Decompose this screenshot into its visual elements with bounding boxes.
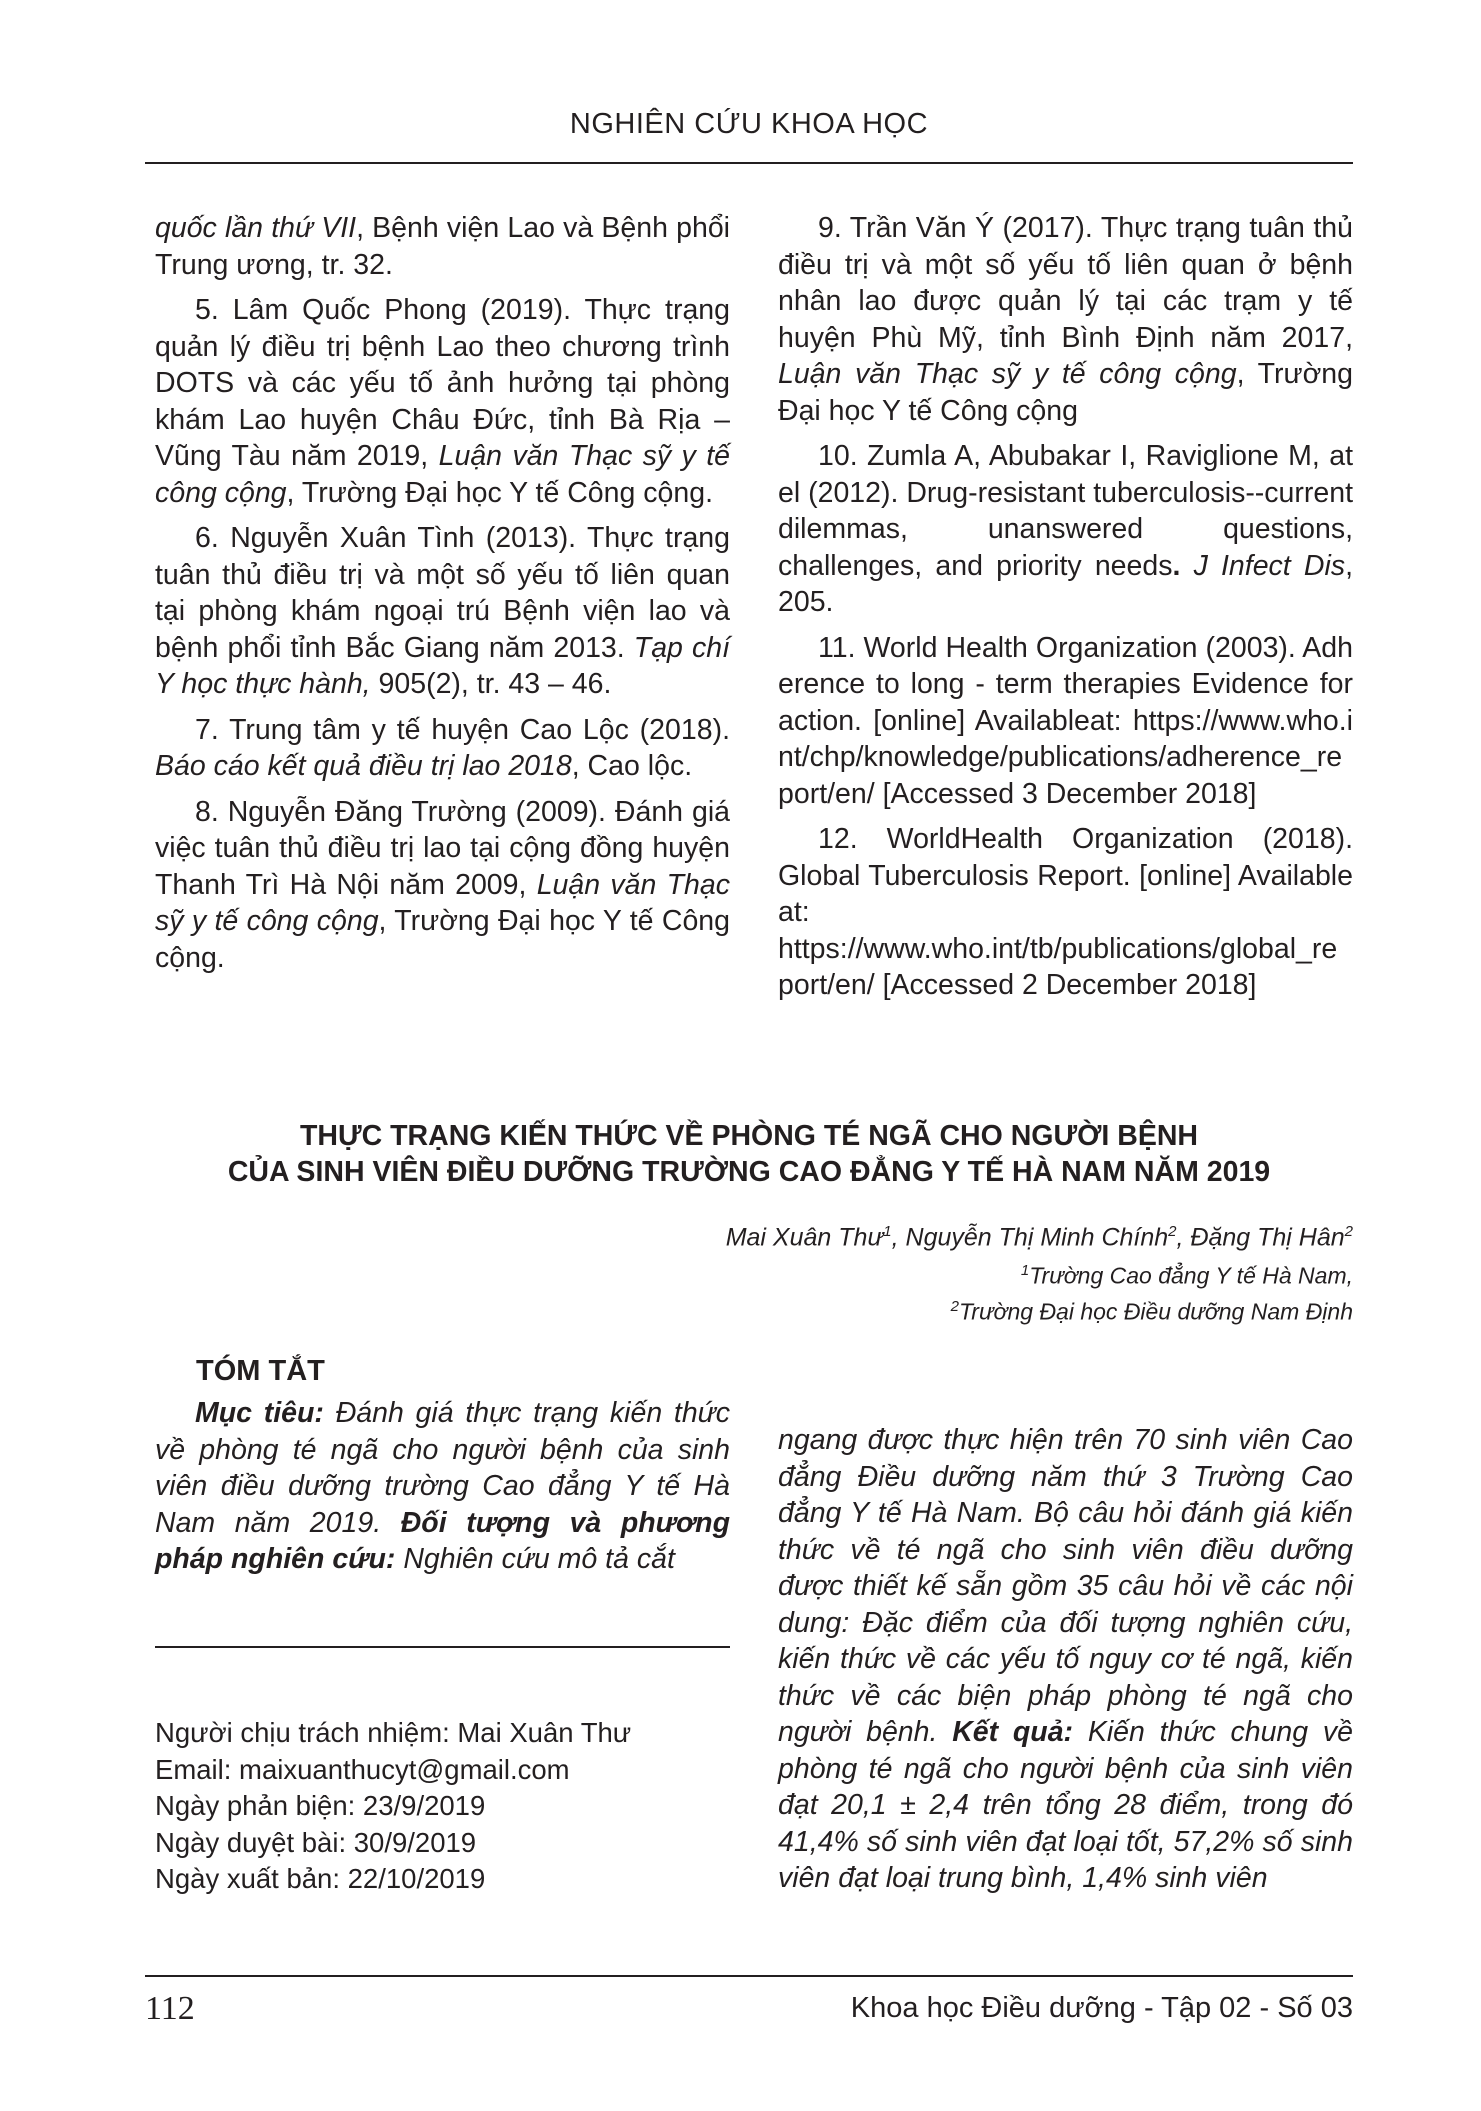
reference-12: 12. WorldHealth Organization (2018). Global Tuberculosis Report. [online] Available at: https://www.who.int/tb/publications/global_report/en/ [Accessed 2 December 2018] xyxy=(778,823,1353,1001)
reference-9: 9. Trần Văn Ý (2017). Thực trạng tuân thủ điều trị và một số yếu tố liên quan ở bệnh nhân lao được quản lý tại các trạm y tế huyện Phù Mỹ, tỉnh Bình Định năm 2017, Luận văn Thạc sỹ y tế công cộng, Trường Đại học Y tế Công cộng xyxy=(778,212,1353,427)
header-rule xyxy=(145,162,1353,164)
results-label: Kết quả: xyxy=(952,1716,1074,1748)
affiliation-2: $^2$Trường Đại học Điều dưỡng Nam Định xyxy=(950,1298,1353,1325)
references-left-column xyxy=(155,210,730,976)
page-number: 112 xyxy=(145,1990,195,2027)
references-right-column xyxy=(778,210,1353,1004)
reference-11: 11. World Health Organization (2003). Adherence to long - term therapies Evidence for action. [online] Availableat: https://www.who.int/chp/knowledge/publications/adherence_report/en/ [Accessed 3 December 2018] xyxy=(778,631,1353,810)
methods-label: Đối tượng và phương pháp nghiên cứu: xyxy=(155,1506,730,1575)
correspondence-block xyxy=(155,1715,631,1898)
abstract-left-column: Mục tiêu: Đánh giá thực trạng kiến thức về phòng té ngã cho người bệnh của sinh viên điều dưỡng trường Cao đẳng Y tế Hà Nam năm 2019. Đối tượng và phương pháp nghiên cứu: Nghiên cứu mô tả cắt xyxy=(155,1397,730,1575)
running-header: NGHIÊN CỨU KHOA HỌC xyxy=(569,108,929,140)
article-title xyxy=(145,1118,1353,1190)
approval-date: Ngày duyệt bài: 30/9/2019 xyxy=(155,1826,477,1858)
reference-4-continuation: quốc lần thứ VII, Bệnh viện Lao và Bệnh phổi Trung ương, tr. 32. xyxy=(155,212,731,281)
publish-date: Ngày xuất bản: 22/10/2019 xyxy=(155,1863,486,1894)
footnote-rule xyxy=(155,1646,730,1648)
reference-10: 10. Zumla A, Abubakar I, Raviglione M, at el (2012). Drug-resistant tuberculosis--current dilemmas, unanswered questions, challenges, and priority needs. J Infect Dis, 205. xyxy=(778,440,1353,618)
article-title-line-2: CỦA SINH VIÊN ĐIỀU DƯỠNG TRƯỜNG CAO ĐẲNG Y TẾ HÀ NAM NĂM 2019 xyxy=(227,1156,1271,1188)
objective-label: Mục tiêu: xyxy=(195,1397,324,1429)
abstract-right-column: ngang được thực hiện trên 70 sinh viên Cao đẳng Điều dưỡng năm thứ 3 Trường Cao đẳng Y tế Hà Nam. Bộ câu hỏi đánh giá kiến thức về té ngã cho sinh viên điều dưỡng được thiết kế sẵn gồm 35 câu hỏi về các nội dung: Đặc điểm của đối tượng nghiên cứu, kiến thức về các yếu tố nguy cơ té ngã, kiến thức về các biện pháp phòng té ngã cho người bệnh. Kết quả: Kiến thức chung về phòng té ngã cho người bệnh của sinh viên đạt 20,1 ± 2,4 trên tổng 28 điểm, trong đó 41,4% số sinh viên đạt loại tốt, 57,2% số sinh viên đạt loại trung bình, 1,4% sinh viên xyxy=(778,1424,1353,1894)
contact-email: Email: maixuanthucyt@gmail.com xyxy=(155,1753,570,1785)
responsible-author: Người chịu trách nhiệm: Mai Xuân Thư xyxy=(155,1717,632,1748)
journal-name: Khoa học Điều dưỡng - Tập 02 - Số 03 xyxy=(850,1992,1353,2024)
reference-5: 5. Lâm Quốc Phong (2019). Thực trạng quản lý điều trị bệnh Lao theo chương trình DOTS và các yếu tố ảnh hưởng tại phòng khám Lao huyện Châu Đức, tỉnh Bà Rịa – Vũng Tàu năm 2019, Luận văn Thạc sỹ y tế công cộng, Trường Đại học Y tế Công cộng. xyxy=(155,294,730,509)
affiliation-1: $^1$Trường Cao đẳng Y tế Hà Nam, xyxy=(1020,1262,1353,1289)
reference-7: 7. Trung tâm y tế huyện Cao Lộc (2018). Báo cáo kết quả điều trị lao 2018, Cao lộc. xyxy=(155,713,730,782)
article-title-line-1: THỰC TRẠNG KIẾN THỨC VỀ PHÒNG TÉ NGÃ CHO NGƯỜI BỆNH xyxy=(299,1120,1198,1152)
reference-6: 6. Nguyễn Xuân Tình (2013). Thực trạng tuân thủ điều trị và một số yếu tố liên quan tại phòng khám ngoại trú Bệnh viện lao và bệnh phổi tỉnh Bắc Giang năm 2013. Tạp chí Y học thực hành, 905(2), tr. 43 – 46. xyxy=(155,522,730,700)
reference-8: 8. Nguyễn Đăng Trường (2009). Đánh giá việc tuân thủ điều trị lao tại cộng đồng huyện Thanh Trì Hà Nội năm 2009, Luận văn Thạc sỹ y tế công cộng, Trường Đại học Y tế Công cộng. xyxy=(155,795,730,974)
review-date: Ngày phản biện: 23/9/2019 xyxy=(155,1790,486,1821)
abstract-heading: TÓM TẮT xyxy=(196,1355,325,1387)
author-list: Mai Xuân Thư$^1$, Nguyễn Thị Minh Chính$^2$, Đặng Thị Hân$^2$ xyxy=(725,1223,1353,1252)
footer-rule xyxy=(145,1975,1353,1977)
